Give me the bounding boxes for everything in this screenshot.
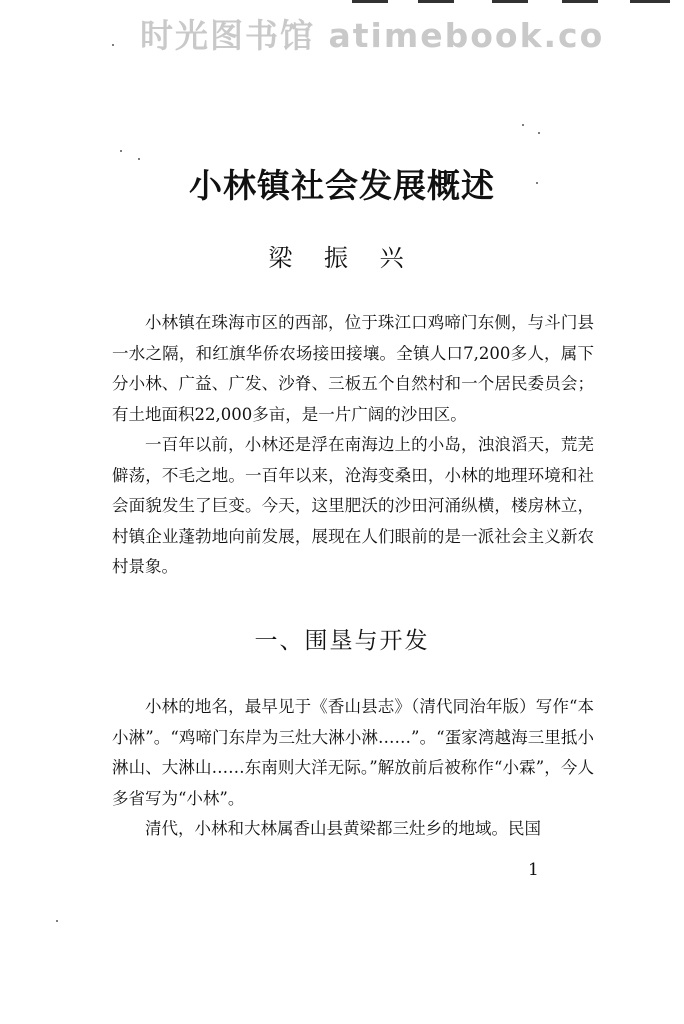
section-heading: 一、围垦与开发	[254, 628, 430, 654]
intro-paragraph: 一百年以前，小林还是浮在南海边上的小岛，浊浪滔天，荒芜僻荡，不毛之地。一百年以来，沧海变桑田，小林的地理环境和社会面貌发生了巨变。今天，这里肥沃的沙田河涌纵横，楼房林立，村镇企业蓬勃地向前发展，展现在人们眼前的是一派社会主义新农村景象。	[112, 435, 594, 576]
author-name: 梁 振 兴	[268, 244, 416, 272]
scan-speck	[522, 124, 524, 126]
section-paragraph: 清代，小林和大林属香山县黄梁都三灶乡的地域。民国	[145, 819, 541, 838]
scan-speck	[538, 132, 540, 134]
top-rule	[630, 0, 670, 3]
scan-speck	[120, 150, 122, 152]
top-rule	[418, 0, 454, 3]
top-rule	[562, 0, 598, 3]
intro-text-block	[112, 308, 594, 583]
article-title: 小林镇社会发展概述	[189, 166, 495, 205]
section-paragraph: 小林的地名，最早见于《香山县志》（清代同治年版）写作“本小淋”。“鸡啼门东岸为三灶大淋小淋……”。“蛋家湾越海三里抵小淋山、大淋山……东南则大洋无际。”解放前后被称作“小霖”，今人多省写为“小林”。	[112, 697, 594, 808]
watermark: 时光图书馆 atimebook.co	[140, 16, 605, 55]
intro-paragraph: 小林镇在珠海市区的西部，位于珠江口鸡啼门东侧，与斗门县一水之隔，和红旗华侨农场接田接壤。全镇人口7,200多人，属下分小林、广益、广发、沙脊、三板五个自然村和一个居民委员会；有土地面积22,000多亩，是一片广阔的沙田区。	[112, 313, 594, 424]
scan-speck	[56, 920, 58, 922]
top-rule	[352, 0, 388, 3]
top-rule	[492, 0, 528, 3]
page-number: 1	[528, 860, 539, 880]
section-text-block	[112, 692, 594, 845]
scan-speck	[112, 44, 114, 46]
